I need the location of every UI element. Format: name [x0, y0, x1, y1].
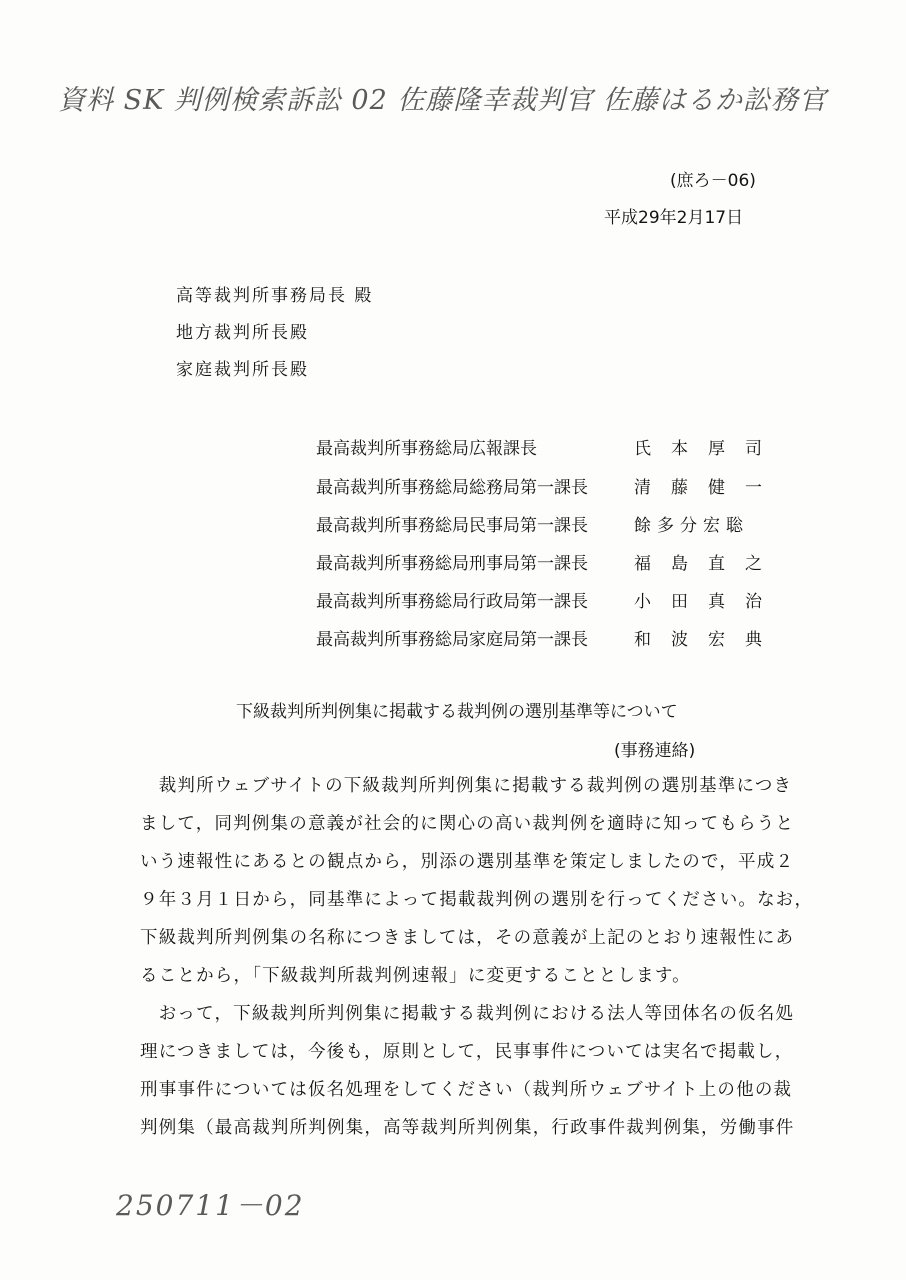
body-text-line: 理につきましては，今後も，原則として，民事事件については実名で掲載し，	[140, 1042, 794, 1062]
document-title: 下級裁判所判例集に掲載する裁判例の選別基準等について	[236, 702, 678, 722]
sender-office: 最高裁判所事務総局民事局第一課長	[316, 516, 588, 536]
sender-name: 小田真治	[634, 592, 782, 612]
sender-name: 清藤健一	[634, 478, 782, 498]
sender-office: 最高裁判所事務総局広報課長	[316, 439, 537, 459]
body-text-line: 刑事事件については仮名処理をしてください（裁判所ウェブサイト上の他の裁	[140, 1080, 793, 1100]
sender-office: 最高裁判所事務総局家庭局第一課長	[316, 630, 588, 650]
sender-office: 最高裁判所事務総局刑事局第一課長	[316, 554, 588, 574]
sender-line	[316, 473, 782, 498]
addressee-line: 家庭裁判所長殿	[176, 360, 309, 380]
sender-line	[316, 587, 782, 612]
body-text-line: いう速報性にあるとの観点から，別添の選別基準を策定しましたので，平成２	[140, 852, 795, 872]
sender-name: 和波宏典	[634, 630, 782, 650]
sender-line	[316, 511, 762, 536]
document-code: (庶ろ－06)	[670, 171, 756, 191]
handwritten-document-number: 250711－02	[116, 1189, 305, 1222]
addressee-line: 地方裁判所長殿	[176, 323, 309, 343]
sender-name: 氏本厚司	[634, 439, 782, 459]
body-text-line: まして，同判例集の意義が社会的に関心の高い裁判例を適時に知ってもらうと	[140, 814, 795, 834]
body-text-line: おって，下級裁判所判例集に掲載する裁判例における法人等団体名の仮名処	[140, 1004, 795, 1024]
body-text-line: ることから，「下級裁判所裁判例速報」に変更することとします。	[140, 966, 691, 986]
sender-office: 最高裁判所事務総局行政局第一課長	[316, 592, 588, 612]
sender-line	[316, 434, 782, 459]
addressee-line: 高等裁判所事務局長 殿	[176, 286, 374, 306]
sender-name: 福島直之	[634, 554, 782, 574]
sender-line	[316, 625, 782, 650]
document-subtitle: (事務連絡)	[614, 741, 696, 761]
body-text-line: 下級裁判所判例集の名称につきましては，その意義が上記のとおり速報性にあ	[140, 928, 795, 948]
sender-line	[316, 549, 782, 574]
body-text-line: ９年３月１日から，同基準によって掲載裁判例の選別を行ってください。なお，	[140, 890, 814, 910]
body-text-line: 判例集（最高裁判所判例集，高等裁判所判例集，行政事件裁判例集，労働事件	[140, 1118, 795, 1138]
sender-name: 餘多分宏聡	[634, 516, 749, 536]
handwritten-header-note: 資料 SK 判例検索訴訟 02 佐藤隆幸裁判官 佐藤はるか訟務官	[58, 85, 827, 116]
body-text-line: 裁判所ウェブサイトの下級裁判所判例集に掲載する裁判例の選別基準につき	[140, 776, 793, 796]
sender-office: 最高裁判所事務総局総務局第一課長	[316, 478, 588, 498]
document-date: 平成29年2月17日	[604, 208, 744, 228]
